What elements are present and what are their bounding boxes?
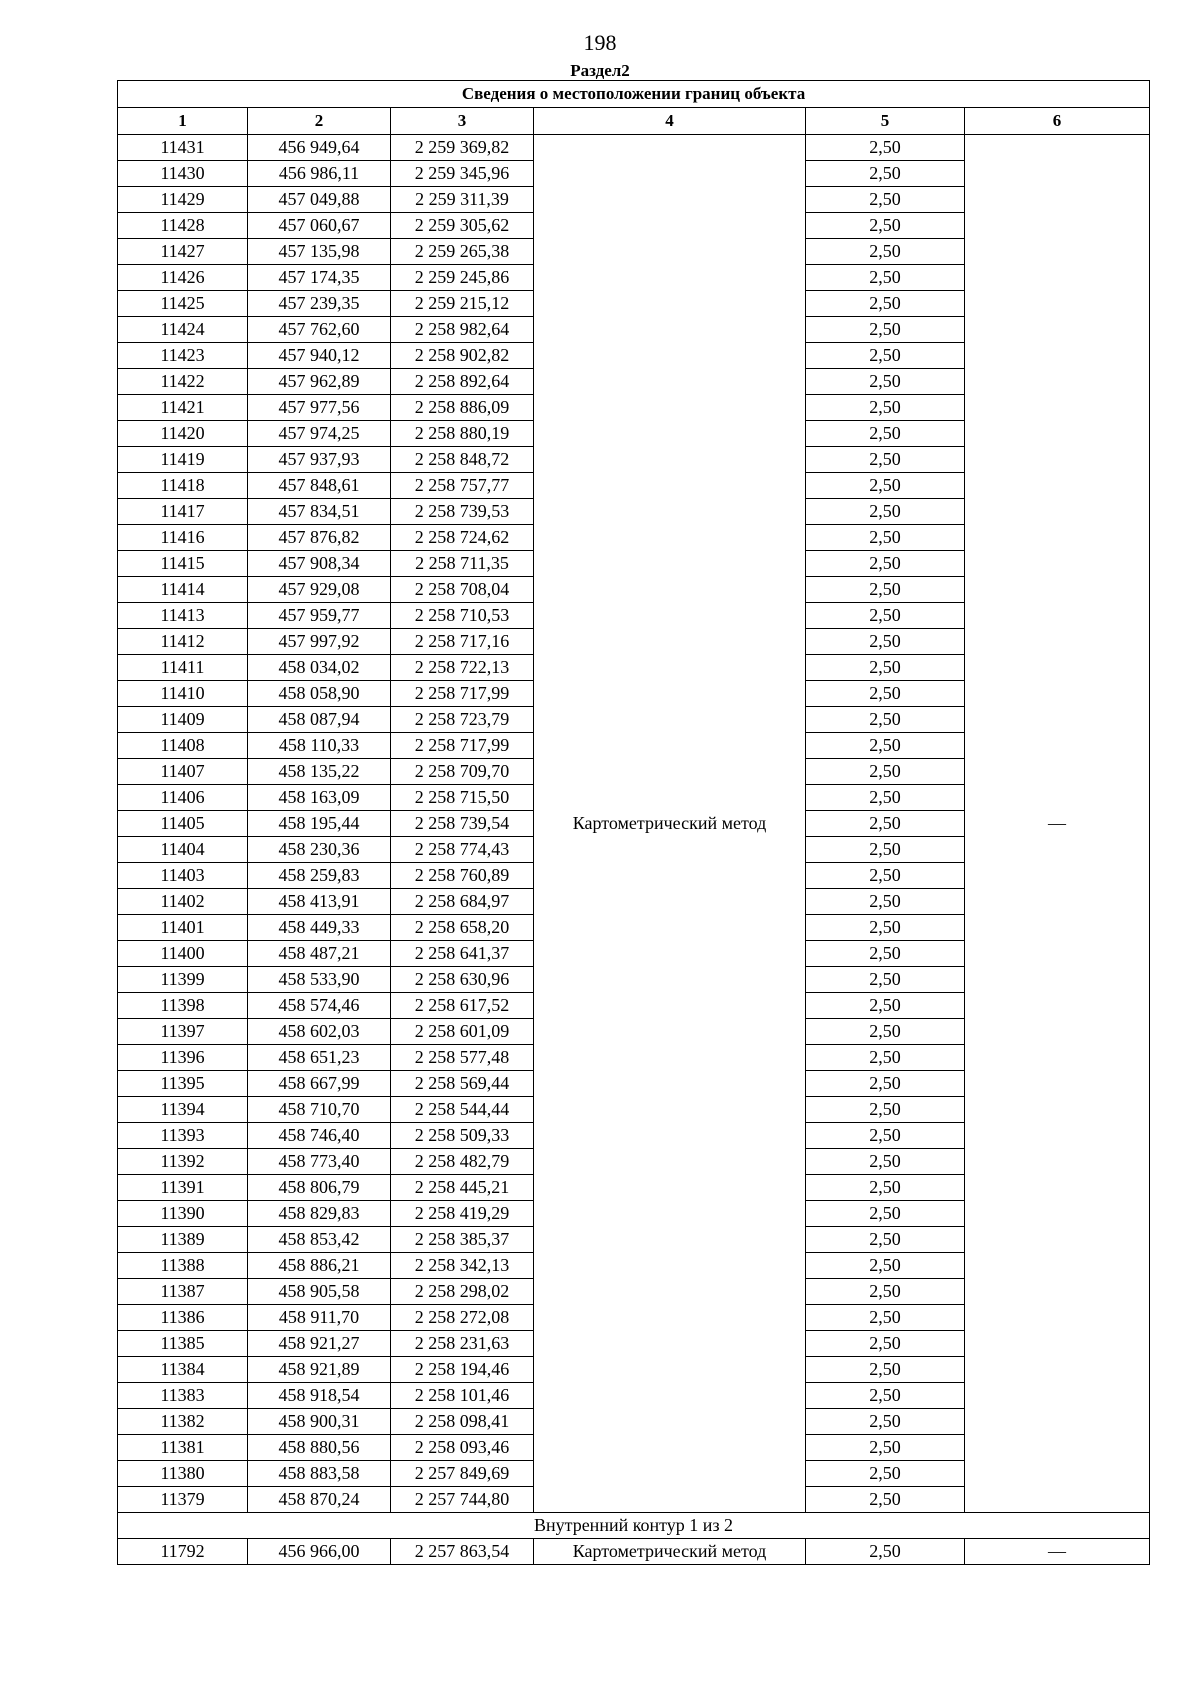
accuracy-cell: 2,50 <box>806 1123 965 1149</box>
point-number: 11384 <box>118 1357 248 1383</box>
point-number: 11410 <box>118 681 248 707</box>
coordinate-x: 456 966,00 <box>248 1539 391 1565</box>
coordinate-x: 456 986,11 <box>248 161 391 187</box>
main-contour-body <box>118 135 1150 1513</box>
point-number: 11407 <box>118 759 248 785</box>
point-number: 11396 <box>118 1045 248 1071</box>
accuracy-cell: 2,50 <box>806 421 965 447</box>
coordinate-y: 2 258 715,50 <box>391 785 534 811</box>
column-header: 1 <box>118 108 248 135</box>
accuracy-cell: 2,50 <box>806 603 965 629</box>
contour-label: Внутренний контур 1 из 2 <box>118 1513 1150 1539</box>
point-number: 11394 <box>118 1097 248 1123</box>
point-number: 11412 <box>118 629 248 655</box>
coordinate-x: 457 876,82 <box>248 525 391 551</box>
coordinate-y: 2 258 272,08 <box>391 1305 534 1331</box>
point-number: 11416 <box>118 525 248 551</box>
point-number: 11380 <box>118 1461 248 1487</box>
accuracy-cell: 2,50 <box>806 1149 965 1175</box>
coordinate-x: 458 853,42 <box>248 1227 391 1253</box>
coordinate-y: 2 259 215,12 <box>391 291 534 317</box>
coordinate-y: 2 258 711,35 <box>391 551 534 577</box>
accuracy-cell: 2,50 <box>806 213 965 239</box>
coordinate-x: 458 806,79 <box>248 1175 391 1201</box>
point-number: 11415 <box>118 551 248 577</box>
coordinate-x: 458 829,83 <box>248 1201 391 1227</box>
coordinate-x: 458 886,21 <box>248 1253 391 1279</box>
boundaries-table <box>117 80 1150 1565</box>
coordinate-x: 458 163,09 <box>248 785 391 811</box>
coordinate-x: 457 848,61 <box>248 473 391 499</box>
coordinate-y: 2 257 863,54 <box>391 1539 534 1565</box>
accuracy-cell: 2,50 <box>806 1097 965 1123</box>
accuracy-cell: 2,50 <box>806 759 965 785</box>
coordinate-x: 458 883,58 <box>248 1461 391 1487</box>
point-number: 11391 <box>118 1175 248 1201</box>
coordinate-y: 2 258 724,62 <box>391 525 534 551</box>
coordinate-y: 2 258 684,97 <box>391 889 534 915</box>
point-number: 11414 <box>118 577 248 603</box>
accuracy-cell: 2,50 <box>806 655 965 681</box>
point-number: 11388 <box>118 1253 248 1279</box>
accuracy-cell: 2,50 <box>806 1435 965 1461</box>
coordinate-x: 457 060,67 <box>248 213 391 239</box>
coordinate-y: 2 258 722,13 <box>391 655 534 681</box>
accuracy-cell: 2,50 <box>806 1305 965 1331</box>
point-number: 11406 <box>118 785 248 811</box>
coordinate-y: 2 258 717,99 <box>391 733 534 759</box>
accuracy-cell: 2,50 <box>806 785 965 811</box>
coordinate-x: 458 918,54 <box>248 1383 391 1409</box>
coordinate-y: 2 258 708,04 <box>391 577 534 603</box>
column-header-row <box>118 108 1150 135</box>
accuracy-cell: 2,50 <box>806 681 965 707</box>
accuracy-cell: 2,50 <box>806 889 965 915</box>
coordinate-y: 2 258 509,33 <box>391 1123 534 1149</box>
point-number: 11387 <box>118 1279 248 1305</box>
contour-label-row <box>118 1513 1150 1539</box>
point-number: 11408 <box>118 733 248 759</box>
coordinate-x: 457 908,34 <box>248 551 391 577</box>
accuracy-cell: 2,50 <box>806 1357 965 1383</box>
coordinate-y: 2 259 345,96 <box>391 161 534 187</box>
point-number: 11429 <box>118 187 248 213</box>
coordinate-x: 458 533,90 <box>248 967 391 993</box>
coordinate-x: 458 602,03 <box>248 1019 391 1045</box>
coordinate-y: 2 258 298,02 <box>391 1279 534 1305</box>
coordinate-y: 2 258 231,63 <box>391 1331 534 1357</box>
accuracy-cell: 2,50 <box>806 239 965 265</box>
coordinate-y: 2 259 369,82 <box>391 135 534 161</box>
accuracy-cell: 2,50 <box>806 1409 965 1435</box>
coordinate-y: 2 258 641,37 <box>391 941 534 967</box>
accuracy-cell: 2,50 <box>806 525 965 551</box>
point-number: 11419 <box>118 447 248 473</box>
page-number: 198 <box>583 30 617 55</box>
coordinate-y: 2 259 265,38 <box>391 239 534 265</box>
coordinate-x: 458 087,94 <box>248 707 391 733</box>
point-number: 11399 <box>118 967 248 993</box>
point-number: 11403 <box>118 863 248 889</box>
accuracy-cell: 2,50 <box>806 1253 965 1279</box>
coordinate-y: 2 258 098,41 <box>391 1409 534 1435</box>
point-number: 11420 <box>118 421 248 447</box>
coordinate-x: 458 195,44 <box>248 811 391 837</box>
coordinate-y: 2 258 093,46 <box>391 1435 534 1461</box>
coordinate-y: 2 258 982,64 <box>391 317 534 343</box>
description-cell: — <box>965 135 1150 1513</box>
point-number: 11423 <box>118 343 248 369</box>
accuracy-cell: 2,50 <box>806 499 965 525</box>
point-number: 11431 <box>118 135 248 161</box>
coordinate-x: 457 962,89 <box>248 369 391 395</box>
coordinate-x: 458 921,27 <box>248 1331 391 1357</box>
inner-contour-body <box>118 1513 1150 1565</box>
coordinate-x: 458 135,22 <box>248 759 391 785</box>
accuracy-cell: 2,50 <box>806 187 965 213</box>
coordinate-x: 458 880,56 <box>248 1435 391 1461</box>
point-number: 11392 <box>118 1149 248 1175</box>
coordinate-x: 457 174,35 <box>248 265 391 291</box>
accuracy-cell: 2,50 <box>806 967 965 993</box>
coordinate-y: 2 258 658,20 <box>391 915 534 941</box>
coordinate-x: 457 977,56 <box>248 395 391 421</box>
coordinate-x: 457 937,93 <box>248 447 391 473</box>
coordinate-x: 457 049,88 <box>248 187 391 213</box>
point-number: 11386 <box>118 1305 248 1331</box>
coordinate-y: 2 258 710,53 <box>391 603 534 629</box>
accuracy-cell: 2,50 <box>806 395 965 421</box>
accuracy-cell: 2,50 <box>806 1201 965 1227</box>
coordinate-x: 458 034,02 <box>248 655 391 681</box>
accuracy-cell: 2,50 <box>806 1175 965 1201</box>
coordinate-y: 2 258 886,09 <box>391 395 534 421</box>
coordinate-y: 2 258 739,53 <box>391 499 534 525</box>
coordinate-x: 458 259,83 <box>248 863 391 889</box>
coordinate-y: 2 259 311,39 <box>391 187 534 213</box>
point-number: 11385 <box>118 1331 248 1357</box>
coordinate-y: 2 258 569,44 <box>391 1071 534 1097</box>
accuracy-cell: 2,50 <box>806 1279 965 1305</box>
accuracy-cell: 2,50 <box>806 291 965 317</box>
coordinate-x: 456 949,64 <box>248 135 391 161</box>
accuracy-cell: 2,50 <box>806 265 965 291</box>
coordinate-x: 457 959,77 <box>248 603 391 629</box>
coordinate-x: 458 230,36 <box>248 837 391 863</box>
coordinate-x: 458 921,89 <box>248 1357 391 1383</box>
accuracy-cell: 2,50 <box>806 447 965 473</box>
point-number: 11427 <box>118 239 248 265</box>
coordinate-x: 458 413,91 <box>248 889 391 915</box>
accuracy-cell: 2,50 <box>806 811 965 837</box>
coordinate-y: 2 258 482,79 <box>391 1149 534 1175</box>
coordinate-y: 2 258 385,37 <box>391 1227 534 1253</box>
coordinate-x: 458 058,90 <box>248 681 391 707</box>
accuracy-cell: 2,50 <box>806 707 965 733</box>
coordinate-y: 2 259 305,62 <box>391 213 534 239</box>
description-cell: — <box>965 1539 1150 1565</box>
coordinate-y: 2 258 194,46 <box>391 1357 534 1383</box>
point-number: 11426 <box>118 265 248 291</box>
coordinate-x: 457 997,92 <box>248 629 391 655</box>
column-header: 5 <box>806 108 965 135</box>
coordinate-y: 2 258 739,54 <box>391 811 534 837</box>
accuracy-cell: 2,50 <box>806 733 965 759</box>
point-number: 11379 <box>118 1487 248 1513</box>
point-number: 11413 <box>118 603 248 629</box>
accuracy-cell: 2,50 <box>806 551 965 577</box>
coordinate-y: 2 258 723,79 <box>391 707 534 733</box>
accuracy-cell: 2,50 <box>806 577 965 603</box>
accuracy-cell: 2,50 <box>806 473 965 499</box>
coordinate-y: 2 258 577,48 <box>391 1045 534 1071</box>
coordinate-x: 458 667,99 <box>248 1071 391 1097</box>
point-number: 11397 <box>118 1019 248 1045</box>
point-number: 11411 <box>118 655 248 681</box>
coordinate-y: 2 258 717,99 <box>391 681 534 707</box>
accuracy-cell: 2,50 <box>806 1227 965 1253</box>
coordinate-y: 2 258 419,29 <box>391 1201 534 1227</box>
point-number: 11383 <box>118 1383 248 1409</box>
point-number: 11390 <box>118 1201 248 1227</box>
coordinate-x: 458 773,40 <box>248 1149 391 1175</box>
coordinate-y: 2 258 892,64 <box>391 369 534 395</box>
coordinate-y: 2 258 709,70 <box>391 759 534 785</box>
section-title: Раздел2 <box>570 61 630 80</box>
point-number: 11422 <box>118 369 248 395</box>
coordinate-y: 2 258 630,96 <box>391 967 534 993</box>
coordinate-y: 2 257 849,69 <box>391 1461 534 1487</box>
point-number: 11393 <box>118 1123 248 1149</box>
table-row <box>118 1539 1150 1565</box>
coordinate-x: 458 870,24 <box>248 1487 391 1513</box>
point-number: 11409 <box>118 707 248 733</box>
accuracy-cell: 2,50 <box>806 1461 965 1487</box>
coordinate-y: 2 258 101,46 <box>391 1383 534 1409</box>
point-number: 11417 <box>118 499 248 525</box>
point-number: 11792 <box>118 1539 248 1565</box>
coordinate-x: 458 487,21 <box>248 941 391 967</box>
accuracy-cell: 2,50 <box>806 1383 965 1409</box>
column-header: 6 <box>965 108 1150 135</box>
accuracy-cell: 2,50 <box>806 135 965 161</box>
coordinate-x: 457 974,25 <box>248 421 391 447</box>
point-number: 11404 <box>118 837 248 863</box>
point-number: 11382 <box>118 1409 248 1435</box>
coordinate-x: 458 651,23 <box>248 1045 391 1071</box>
coordinate-x: 457 239,35 <box>248 291 391 317</box>
table-title: Сведения о местоположении границ объекта <box>118 81 1150 108</box>
coordinate-y: 2 258 774,43 <box>391 837 534 863</box>
coordinate-x: 457 940,12 <box>248 343 391 369</box>
accuracy-cell: 2,50 <box>806 317 965 343</box>
point-number: 11421 <box>118 395 248 421</box>
coordinate-y: 2 258 342,13 <box>391 1253 534 1279</box>
coordinate-x: 458 746,40 <box>248 1123 391 1149</box>
coordinate-y: 2 258 617,52 <box>391 993 534 1019</box>
accuracy-cell: 2,50 <box>806 1487 965 1513</box>
point-number: 11401 <box>118 915 248 941</box>
coordinate-y: 2 257 744,80 <box>391 1487 534 1513</box>
point-number: 11398 <box>118 993 248 1019</box>
accuracy-cell: 2,50 <box>806 1539 965 1565</box>
column-header: 4 <box>534 108 806 135</box>
accuracy-cell: 2,50 <box>806 863 965 889</box>
method-cell: Картометрический метод <box>534 135 806 1513</box>
coordinate-y: 2 258 880,19 <box>391 421 534 447</box>
coordinate-y: 2 258 544,44 <box>391 1097 534 1123</box>
accuracy-cell: 2,50 <box>806 1331 965 1357</box>
point-number: 11424 <box>118 317 248 343</box>
accuracy-cell: 2,50 <box>806 629 965 655</box>
coordinate-y: 2 259 245,86 <box>391 265 534 291</box>
point-number: 11395 <box>118 1071 248 1097</box>
coordinate-y: 2 258 848,72 <box>391 447 534 473</box>
coordinate-x: 457 762,60 <box>248 317 391 343</box>
coordinate-y: 2 258 902,82 <box>391 343 534 369</box>
accuracy-cell: 2,50 <box>806 837 965 863</box>
coordinate-y: 2 258 717,16 <box>391 629 534 655</box>
point-number: 11418 <box>118 473 248 499</box>
coordinate-x: 458 905,58 <box>248 1279 391 1305</box>
point-number: 11428 <box>118 213 248 239</box>
method-cell: Картометрический метод <box>534 1539 806 1565</box>
coordinate-x: 458 110,33 <box>248 733 391 759</box>
coordinate-x: 458 574,46 <box>248 993 391 1019</box>
coordinate-x: 457 929,08 <box>248 577 391 603</box>
point-number: 11389 <box>118 1227 248 1253</box>
coordinate-y: 2 258 601,09 <box>391 1019 534 1045</box>
column-header: 3 <box>391 108 534 135</box>
point-number: 11381 <box>118 1435 248 1461</box>
table-row <box>118 135 1150 161</box>
point-number: 11425 <box>118 291 248 317</box>
column-header: 2 <box>248 108 391 135</box>
coordinate-y: 2 258 760,89 <box>391 863 534 889</box>
coordinate-x: 458 911,70 <box>248 1305 391 1331</box>
coordinate-x: 457 135,98 <box>248 239 391 265</box>
table-caption-row <box>118 81 1150 108</box>
accuracy-cell: 2,50 <box>806 1019 965 1045</box>
coordinate-x: 458 449,33 <box>248 915 391 941</box>
accuracy-cell: 2,50 <box>806 941 965 967</box>
point-number: 11430 <box>118 161 248 187</box>
accuracy-cell: 2,50 <box>806 161 965 187</box>
coordinate-y: 2 258 757,77 <box>391 473 534 499</box>
point-number: 11400 <box>118 941 248 967</box>
accuracy-cell: 2,50 <box>806 1071 965 1097</box>
point-number: 11405 <box>118 811 248 837</box>
accuracy-cell: 2,50 <box>806 343 965 369</box>
accuracy-cell: 2,50 <box>806 1045 965 1071</box>
accuracy-cell: 2,50 <box>806 915 965 941</box>
coordinate-y: 2 258 445,21 <box>391 1175 534 1201</box>
accuracy-cell: 2,50 <box>806 993 965 1019</box>
accuracy-cell: 2,50 <box>806 369 965 395</box>
coordinate-x: 457 834,51 <box>248 499 391 525</box>
point-number: 11402 <box>118 889 248 915</box>
coordinate-x: 458 900,31 <box>248 1409 391 1435</box>
coordinate-x: 458 710,70 <box>248 1097 391 1123</box>
